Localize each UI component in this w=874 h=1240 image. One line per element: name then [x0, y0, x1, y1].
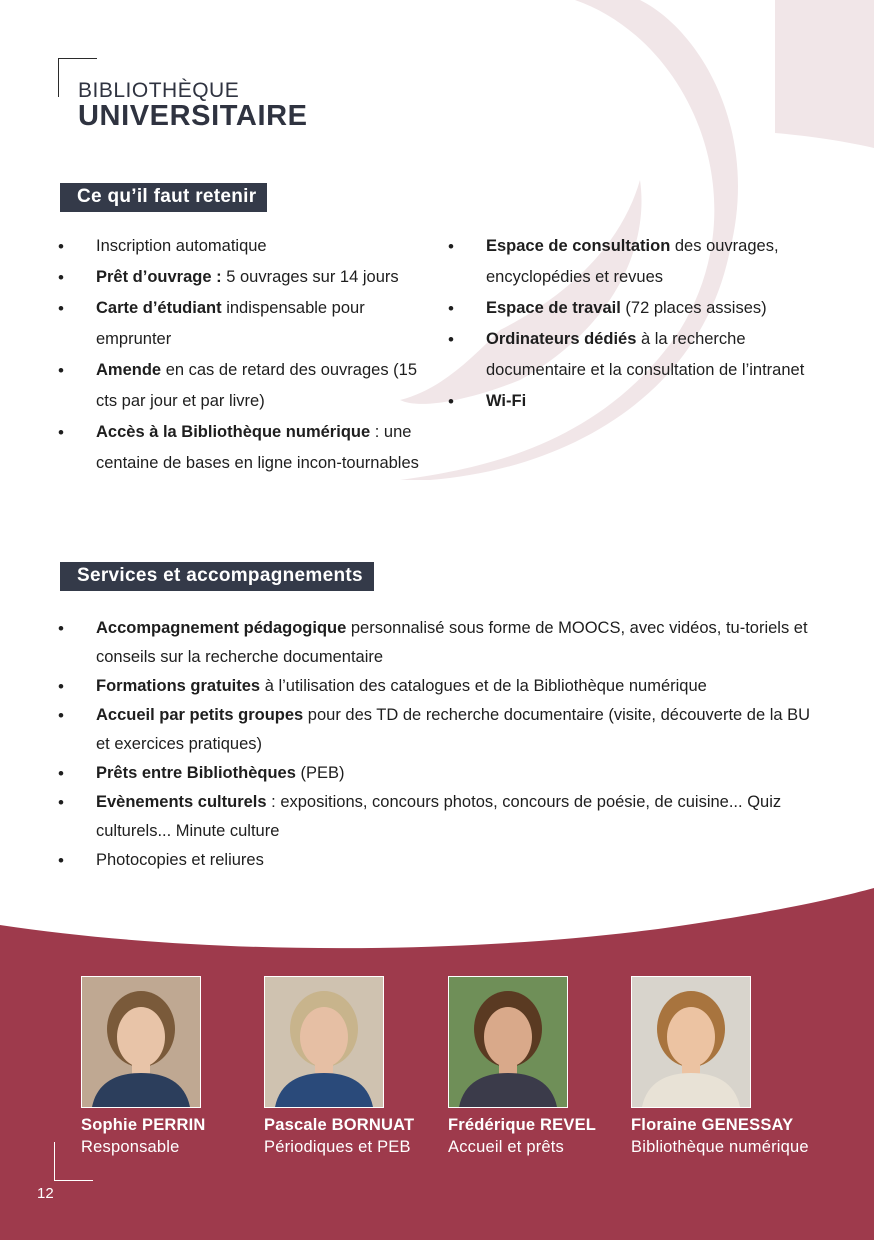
header-title-line2: UNIVERSITAIRE	[78, 100, 308, 132]
list-item-bold: Amende	[96, 361, 162, 379]
team-member	[448, 976, 596, 1157]
team-member-role: Bibliothèque numérique	[631, 1138, 809, 1156]
list-item	[448, 293, 820, 324]
list-item-text: Photocopies et reliures	[96, 851, 264, 869]
list-item-text: des ouvrages, encyclopédies et revues	[486, 237, 779, 286]
retenir-right-list	[448, 231, 820, 417]
team-member-role: Accueil et prêts	[448, 1138, 565, 1156]
list-item	[58, 355, 430, 417]
list-item-bold: Evènements culturels	[96, 793, 267, 811]
team-member-name: Floraine GENESSAY	[631, 1116, 794, 1134]
list-item-bold: Prêt d’ouvrage :	[96, 268, 222, 286]
list-item	[58, 846, 828, 875]
list-item	[448, 324, 820, 386]
list-item-text: personnalisé sous forme de MOOCS, avec vidéos, tu-toriels et conseils sur la recherche documentaire	[96, 619, 808, 666]
list-item-bold: Espace de travail	[486, 299, 621, 317]
list-item	[58, 614, 828, 672]
team-member	[81, 976, 206, 1157]
services-list	[58, 614, 828, 875]
list-item-text: à l’utilisation des catalogues et de la Bibliothèque numérique	[260, 677, 707, 695]
list-item-text: (PEB)	[295, 764, 345, 782]
retenir-left-list	[58, 231, 430, 479]
list-item-bold: Formations gratuites	[96, 677, 261, 695]
list-item	[58, 759, 828, 788]
header-title-line1: BIBLIOTHÈQUE	[78, 79, 240, 102]
list-item-bold: Accueil par petits groupes	[96, 706, 304, 724]
list-item-bold: Ordinateurs dédiés	[486, 330, 637, 348]
team-member-photo	[81, 976, 201, 1108]
list-item	[448, 231, 820, 293]
list-item-text: indispensable pour emprunter	[96, 299, 365, 348]
list-item	[58, 788, 828, 846]
list-item	[58, 672, 828, 701]
team-member-photo	[264, 976, 384, 1108]
team-member-role: Périodiques et PEB	[264, 1138, 411, 1156]
team-member-photo	[448, 976, 568, 1108]
list-item-text: à la recherche documentaire et la consultation de l’intranet	[486, 330, 805, 379]
list-item-bold: Carte d’étudiant	[96, 299, 222, 317]
page-corner-bracket	[54, 1142, 93, 1181]
list-item	[58, 417, 430, 479]
team-member-role: Responsable	[81, 1138, 180, 1156]
list-item-text: (72 places assises)	[620, 299, 767, 317]
list-item-text: 5 ouvrages sur 14 jours	[221, 268, 399, 286]
list-item	[58, 231, 430, 262]
list-item-bold: Accompagnement pédagogique	[96, 619, 347, 637]
team-member-name: Pascale BORNUAT	[264, 1116, 415, 1134]
page-number: 12	[37, 1185, 54, 1202]
list-item-bold: Wi-Fi	[486, 392, 527, 410]
list-item-text: pour des TD de recherche documentaire (visite, découverte de la BU et exercices pratiques)	[96, 706, 811, 753]
section-title-services: Services et accompagnements	[60, 562, 377, 591]
list-item	[58, 262, 430, 293]
team-member	[264, 976, 414, 1157]
section-title-retenir: Ce qu’il faut retenir	[60, 183, 270, 212]
list-item	[448, 386, 820, 417]
list-item-text: : expositions, concours photos, concours de poésie, de cuisine... Quiz culturels... Minute culture	[96, 793, 782, 840]
list-item-bold: Accès à la Bibliothèque numérique	[96, 423, 371, 441]
list-item-text: en cas de retard des ouvrages (15 cts par jour et par livre)	[96, 361, 418, 410]
team-member-photo	[631, 976, 751, 1108]
team-member	[631, 976, 809, 1157]
list-item	[58, 293, 430, 355]
team-member-name: Frédérique REVEL	[448, 1116, 597, 1134]
list-item-text: : une centaine de bases en ligne incon-tournables	[96, 423, 419, 472]
list-item-bold: Espace de consultation	[486, 237, 671, 255]
team-member-name: Sophie PERRIN	[81, 1116, 206, 1134]
list-item-text: Inscription automatique	[96, 237, 267, 255]
list-item	[58, 701, 828, 759]
list-item-bold: Prêts entre Bibliothèques	[96, 764, 296, 782]
